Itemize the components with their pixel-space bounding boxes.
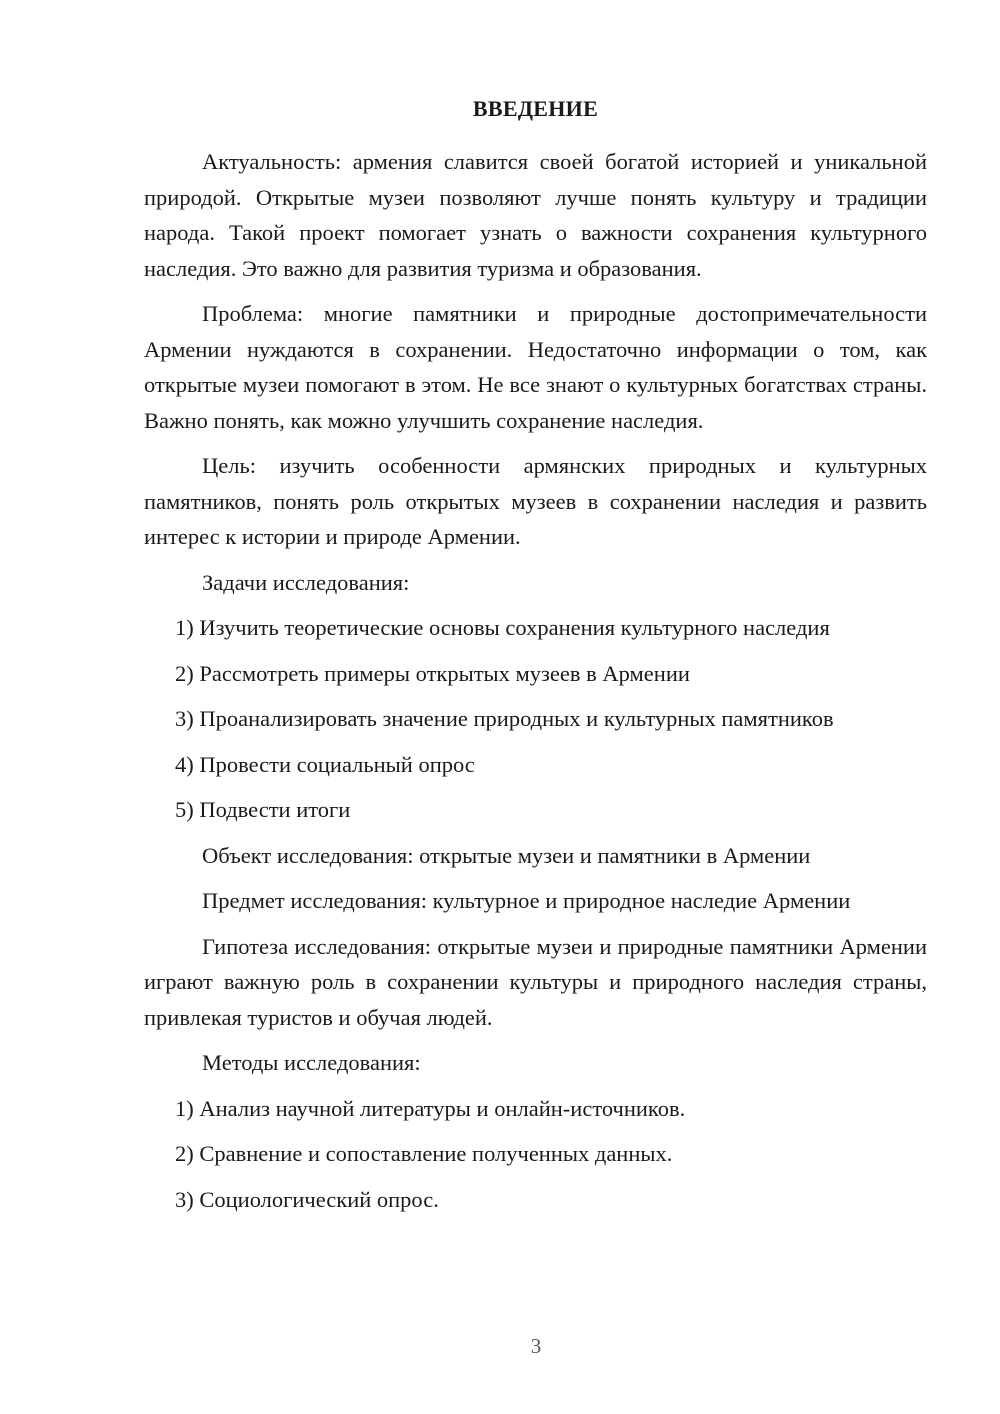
task-item: 3) Проанализировать значение природных и культурных памятников (175, 706, 834, 731)
methods-heading: Методы исследования: (202, 1050, 421, 1075)
task-item: 4) Провести социальный опрос (175, 751, 475, 777)
method-item: 3) Социологический опрос. (175, 1186, 439, 1212)
method-item: 2) Сравнение и сопоставление полученных данных. (175, 1141, 673, 1166)
task-item: 1) Изучить теоретические основы сохранения культурного наследия (175, 615, 830, 640)
problem-paragraph: Проблема: многие памятники и природные достопримечательности Армении нуждаются в сохранении. Недостаточно информации о том, как открытые музеи помогают в этом. Не все знают о культурных богатствах страны. Важно понять, как можно улучшить сохранение наследия. (144, 301, 927, 433)
document-page (144, 96, 927, 1227)
goal-paragraph: Цель: изучить особенности армянских природных и культурных памятников, понять роль открытых музеев в сохранении наследия и развить интерес к истории и природе Армении. (144, 453, 927, 549)
relevance-paragraph: Актуальность: армения славится своей богатой историей и уникальной природой. Открытые музеи позволяют лучше понять культуру и традиции народа. Такой проект помогает узнать о важности сохранения культурного наследия. Это важно для развития туризма и образования. (144, 149, 927, 281)
task-item: 5) Подвести итоги (175, 797, 351, 822)
task-item: 2) Рассмотреть примеры открытых музеев в Армении (175, 660, 690, 686)
subject-paragraph: Предмет исследования: культурное и природное наследие Армении (202, 888, 851, 913)
method-item: 1) Анализ научной литературы и онлайн-источников. (175, 1095, 686, 1121)
hypothesis-paragraph: Гипотеза исследования: открытые музеи и природные памятники Армении играют важную роль в сохранении культуры и природного наследия страны, привлекая туристов и обучая людей. (144, 933, 927, 1030)
page-number: 3 (530, 1334, 542, 1358)
page-title: ВВЕДЕНИЕ (472, 96, 599, 121)
tasks-heading: Задачи исследования: (202, 569, 410, 595)
object-paragraph: Объект исследования: открытые музеи и памятники в Армении (202, 842, 811, 868)
